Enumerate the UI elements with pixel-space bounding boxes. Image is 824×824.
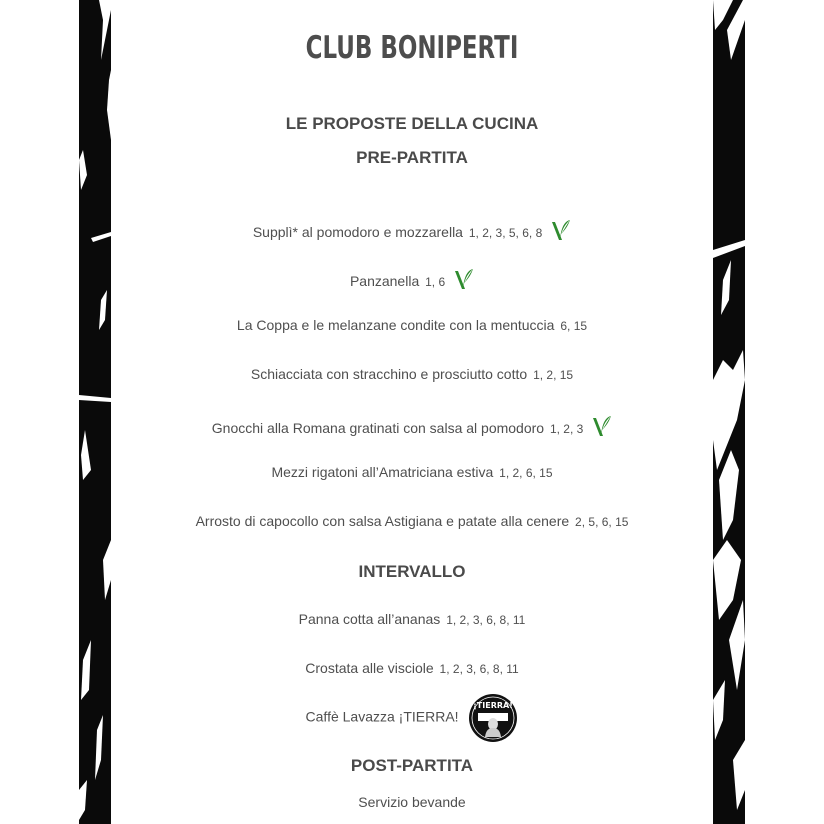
menu-item <box>111 366 713 382</box>
allergen-codes: 1, 2, 3, 5, 6, 8 <box>468 226 543 240</box>
menu-item <box>111 464 713 480</box>
leaf-v-icon <box>592 414 612 438</box>
club-title: CLUB BONIPERTI <box>305 30 519 66</box>
dish-name: Mezzi rigatoni all’Amatriciana estiva <box>271 464 494 480</box>
dish-name: Caffè Lavazza ¡TIERRA! <box>305 708 459 725</box>
allergen-codes: 1, 2, 6, 15 <box>499 466 553 480</box>
menu-item <box>111 267 713 291</box>
allergen-codes: 1, 6 <box>425 275 446 289</box>
menu-item <box>111 218 713 242</box>
allergen-codes: 6, 15 <box>560 319 588 333</box>
dish-name: Schiacciata con stracchino e prosciutto cotto <box>250 366 528 382</box>
right-decorative-band <box>713 0 745 824</box>
menu-item <box>111 513 713 529</box>
section-heading-post-partita: POST-PARTITA <box>350 756 474 775</box>
menu-item <box>111 611 713 627</box>
dish-name: La Coppa e le melanzane condite con la mentuccia <box>236 317 555 333</box>
allergen-codes: 1, 2, 3, 6, 8, 11 <box>439 662 519 676</box>
dish-name: Crostata alle visciole <box>305 660 434 676</box>
allergen-codes: 1, 2, 15 <box>533 368 574 382</box>
tierra-badge-text: ¡TIERRA! <box>473 701 514 710</box>
dish-name: Supplì* al pomodoro e mozzarella <box>252 224 463 240</box>
tierra-logo-icon <box>468 693 518 743</box>
menu-item <box>111 414 713 438</box>
menu-card <box>111 0 713 824</box>
allergen-codes: 1, 2, 3 <box>549 422 584 436</box>
menu-subtitle: LE PROPOSTE DELLA CUCINA <box>285 114 539 133</box>
dish-name: Gnocchi alla Romana gratinati con salsa al pomodoro <box>211 420 545 436</box>
left-decorative-band <box>79 0 111 824</box>
dish-name: Panna cotta all’ananas <box>298 611 441 627</box>
allergen-codes: 2, 5, 6, 15 <box>575 515 629 529</box>
section-heading-intervallo: INTERVALLO <box>358 562 466 581</box>
menu-item <box>111 660 713 676</box>
dish-name: Panzanella <box>349 273 420 289</box>
leaf-v-icon <box>551 218 571 242</box>
menu-item <box>111 317 713 333</box>
dish-name: Arrosto di capocollo con salsa Astigiana e patate alla cenere <box>195 513 570 529</box>
leaf-v-icon <box>454 267 474 291</box>
menu-item <box>111 693 713 743</box>
section-heading-pre-partita: PRE-PARTITA <box>356 148 468 167</box>
dish-name: Servizio bevande <box>358 794 466 810</box>
allergen-codes: 1, 2, 3, 6, 8, 11 <box>446 613 526 627</box>
menu-item <box>111 794 713 810</box>
